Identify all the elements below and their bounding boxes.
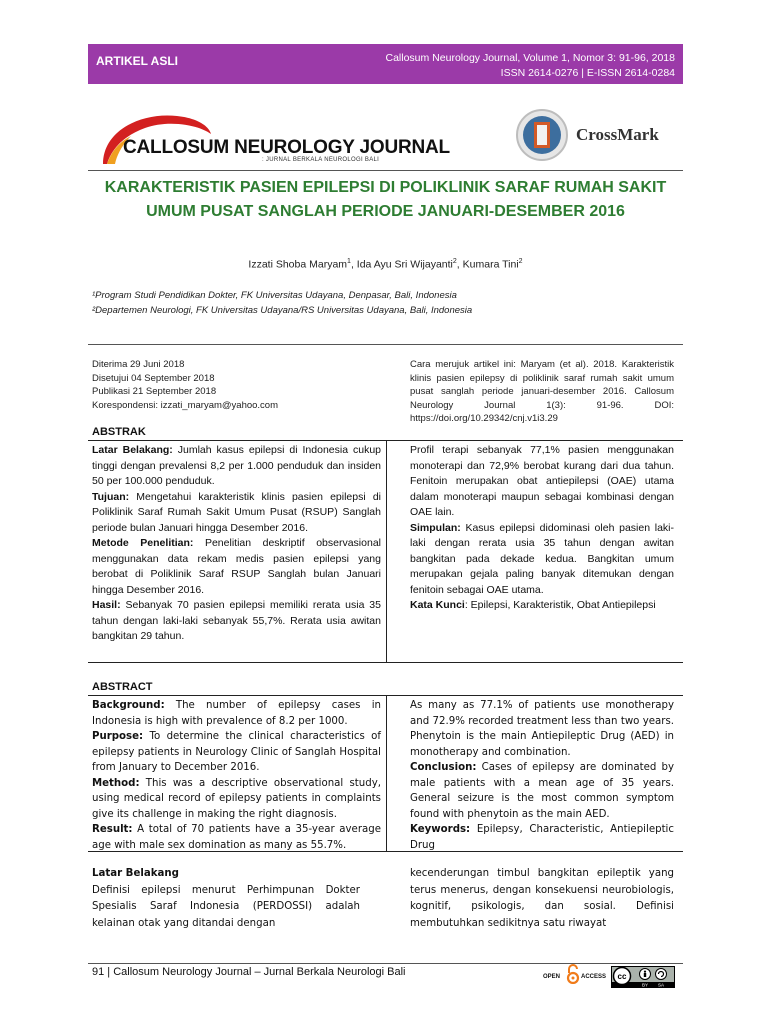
abstract-conclusion-text: Cases of epilepsy are dominated by male patients with a mean age of 35 years. General seizure is the most common symptom found with phenytoin as the main AED. [410,762,674,820]
abstract-box [88,695,683,852]
abstrak-therapy-text: Profil terapi sebanyak 77,1% pasien menggunakan monoterapi dan 72,9% berobat kurang dari dua tahun. Fenitoin merupakan obat antiepilepsi (OAE) utama dalam monoterapi maupun sebagai kombinasi dengan OAE lain. [410,444,674,518]
published-date: Publikasi 21 September 2018 [92,386,217,397]
page-number: 91 [92,966,105,978]
affiliation-divider [88,344,683,345]
abstrak-conclusion-text: Kasus epilepsi didominasi oleh pasien laki- laki dengan rerata usia 35 tahun dengan awitan bangkitan pada dekade kedua. Bangkitan umum merupakan gejala paling banyak ditemukan dengan fenitoin sebagai OAE utama. [410,521,674,596]
crossmark-label[interactable]: CrossMark [576,125,659,144]
abstrak-box [88,440,683,663]
open-access-label-access: ACCESS [581,974,607,980]
header-bar [88,44,683,84]
body-paragraph: Definisi epilepsi menurut Perhimpunan Dokter Spesialis Saraf Indonesia (PERDOSSI) adalah kelainan otak yang ditandai dengan [92,884,360,929]
citation-note[interactable]: Cara merujuk artikel ini: Maryam (et al). 2018. Karakteristik klinis pasien epilepsy di poliklinik saraf rumah sakit umum pusat sanglah periode januari-desember 2016. Callosum Neurology Journal 1(3): 91-96. DOI: https://doi.org/10.29342/cnj.v1i3.29 [410,359,674,424]
abstract-keywords-text: Epilepsy, Characteristic, Antiepileptic Drug [410,824,674,851]
journal-logo-text: CALLOSUM NEUROLOGY JOURNAL [123,137,450,158]
abstrak-conclusion-label: Simpulan: [410,521,461,534]
header-divider [88,170,683,171]
abstract-therapy-text: As many as 77.1% of patients use monotherapy and 72.9% recorded treatment less than two years. Phenytoin is the main Antiepileptic Drug (AED) in monotherapy and combination. [410,700,674,758]
cc-sa-text: SA [657,982,665,988]
abstrak-right-column [410,443,674,614]
abstract-background-label: Background: [92,700,165,711]
column-divider [386,696,387,851]
author-name: Kumara Tini [462,258,519,271]
journal-citation-line: Callosum Neurology Journal, Volume 1, Nomor 3: 91-96, 2018 [385,52,675,64]
footer-separator: | [104,966,114,978]
correspondence-email[interactable]: Korespondensi: izzati_maryam@yahoo.com [92,399,279,411]
crossmark-icon[interactable] [515,108,569,162]
page-footer [92,966,406,978]
abstract-keywords-label: Keywords: [410,824,471,835]
footer-journal-name: Callosum Neurology Journal – Jurnal Berkala Neurologi Bali [113,966,406,978]
abstract-conclusion-label: Conclusion: [410,762,477,773]
body-paragraph-continued: kecenderungan timbul bangkitan epileptik yang terus menerus, dengan konsekuensi neurobiologis, kognitif, psikologis, dan sosial. Definisi membutuhkan sedikitnya satu riwayat [410,868,674,929]
body-right-column [410,866,674,932]
cc-text: cc [617,972,627,981]
approved-date: Disetujui 04 September 2018 [92,372,215,384]
abstract-method-text: This was a descriptive observational study, using medical record of epilepsy patients in complaints give its challenge in making the right diagnosis. [92,777,381,820]
abstract-result-text: A total of 70 patients have a 35-year average age with male sex domination as many as 55.7%. [92,824,381,851]
footer-divider [88,963,683,964]
abstract-result-label: Result: [92,824,133,835]
abstract-purpose-text: To determine the clinical characteristics of epilepsy patients in Neurology Clinic of Sanglah Hospital from January to December 2016. [92,731,381,773]
title-line-2: UMUM PUSAT SANGLAH PERIODE JANUARI-DESEMBER 2016 [146,203,625,220]
affiliation-1: ¹Program Studi Pendidikan Dokter, FK Universitas Udayana, Denpasar, Bali, Indonesia [92,290,457,301]
abstrak-left-column [92,443,381,645]
author-affiliation-mark: 2 [518,258,523,265]
author-affiliation-mark: 1 [347,258,351,265]
author-name: Izzati Shoba Maryam [248,258,348,271]
abstrak-heading: ABSTRAK [92,426,146,438]
cc-by-sa-license-icon[interactable] [611,966,675,988]
abstrak-background-label: Latar Belakang: [92,444,173,456]
cc-by-text: BY [641,982,649,988]
open-access-lock-icon [566,964,580,984]
abstrak-result-label: Hasil: [92,599,121,611]
received-date: Diterima 29 Juni 2018 [92,359,185,370]
abstract-left-column [92,698,381,853]
title-line-1: KARAKTERISTIK PASIEN EPILEPSI DI POLIKLINIK SARAF RUMAH SAKIT [104,179,667,196]
journal-logo-tagline: : JURNAL BERKALA NEUROLOGI BALI [262,157,380,163]
abstrak-result-text: Sebanyak 70 pasien epilepsi memiliki rerata usia 35 tahun dengan laki-laki sebanyak 55,7%. Rerata usia awitan bangkitan 29 tahun. [92,599,381,642]
issn-line: ISSN 2614-0276 | E-ISSN 2614-0284 [500,67,675,79]
author-name: Ida Ayu Sri Wijayanti [356,258,453,271]
abstrak-method-label: Metode Penelitian: [92,537,194,549]
author-separator: , [350,258,354,271]
author-affiliation-mark: 2 [452,258,457,265]
abstract-purpose-label: Purpose: [92,731,144,742]
author-list [88,258,683,271]
abstrak-keywords-label: Kata Kunci [410,599,465,611]
abstract-heading: ABSTRACT [92,681,153,693]
abstrak-method-text: Penelitian deskriptif observasional menggunakan data rekam medis pasien epilepsi yang berobat di Poliklinik Saraf RSUP Sanglah bulan Januari hingga Desember 2016. [92,537,381,596]
abstrak-aim-label: Tujuan: [92,490,130,503]
section-heading-latar-belakang: Latar Belakang [92,868,179,879]
open-access-label-open: OPEN [543,974,561,980]
author-separator: , [456,258,460,271]
column-divider [386,441,387,662]
affiliation-2: ²Departemen Neurologi, FK Universitas Udayana/RS Universitas Udayana, Bali, Indonesia [92,305,473,316]
section-label: ARTIKEL ASLI [96,54,179,68]
abstract-method-label: Method: [92,777,140,789]
abstract-right-column [410,698,674,853]
body-left-column [92,866,360,932]
article-title [88,176,683,224]
article-dates [92,358,382,412]
abstrak-aim-text: Mengetahui karakteristik klinis pasien epilepsi di Poliklinik Saraf Rumah Sakit Umum Pusat (RSUP) Sanglah periode bulan Januari hingga Desember 2016. [92,490,381,534]
abstrak-keywords-text: : Epilepsi, Karakteristik, Obat Antiepilepsi [464,599,656,611]
abstract-background-text: The number of epilepsy cases in Indonesia is high with prevalence of 8.2 per 1000. [92,700,381,727]
journal-info [386,51,676,81]
abstrak-background-text: Jumlah kasus epilepsi di Indonesia cukup tinggi dengan prevalensi 8,2 per 1.000 penduduk dan insiden 50 per 100.000 penduduk. [92,444,381,487]
